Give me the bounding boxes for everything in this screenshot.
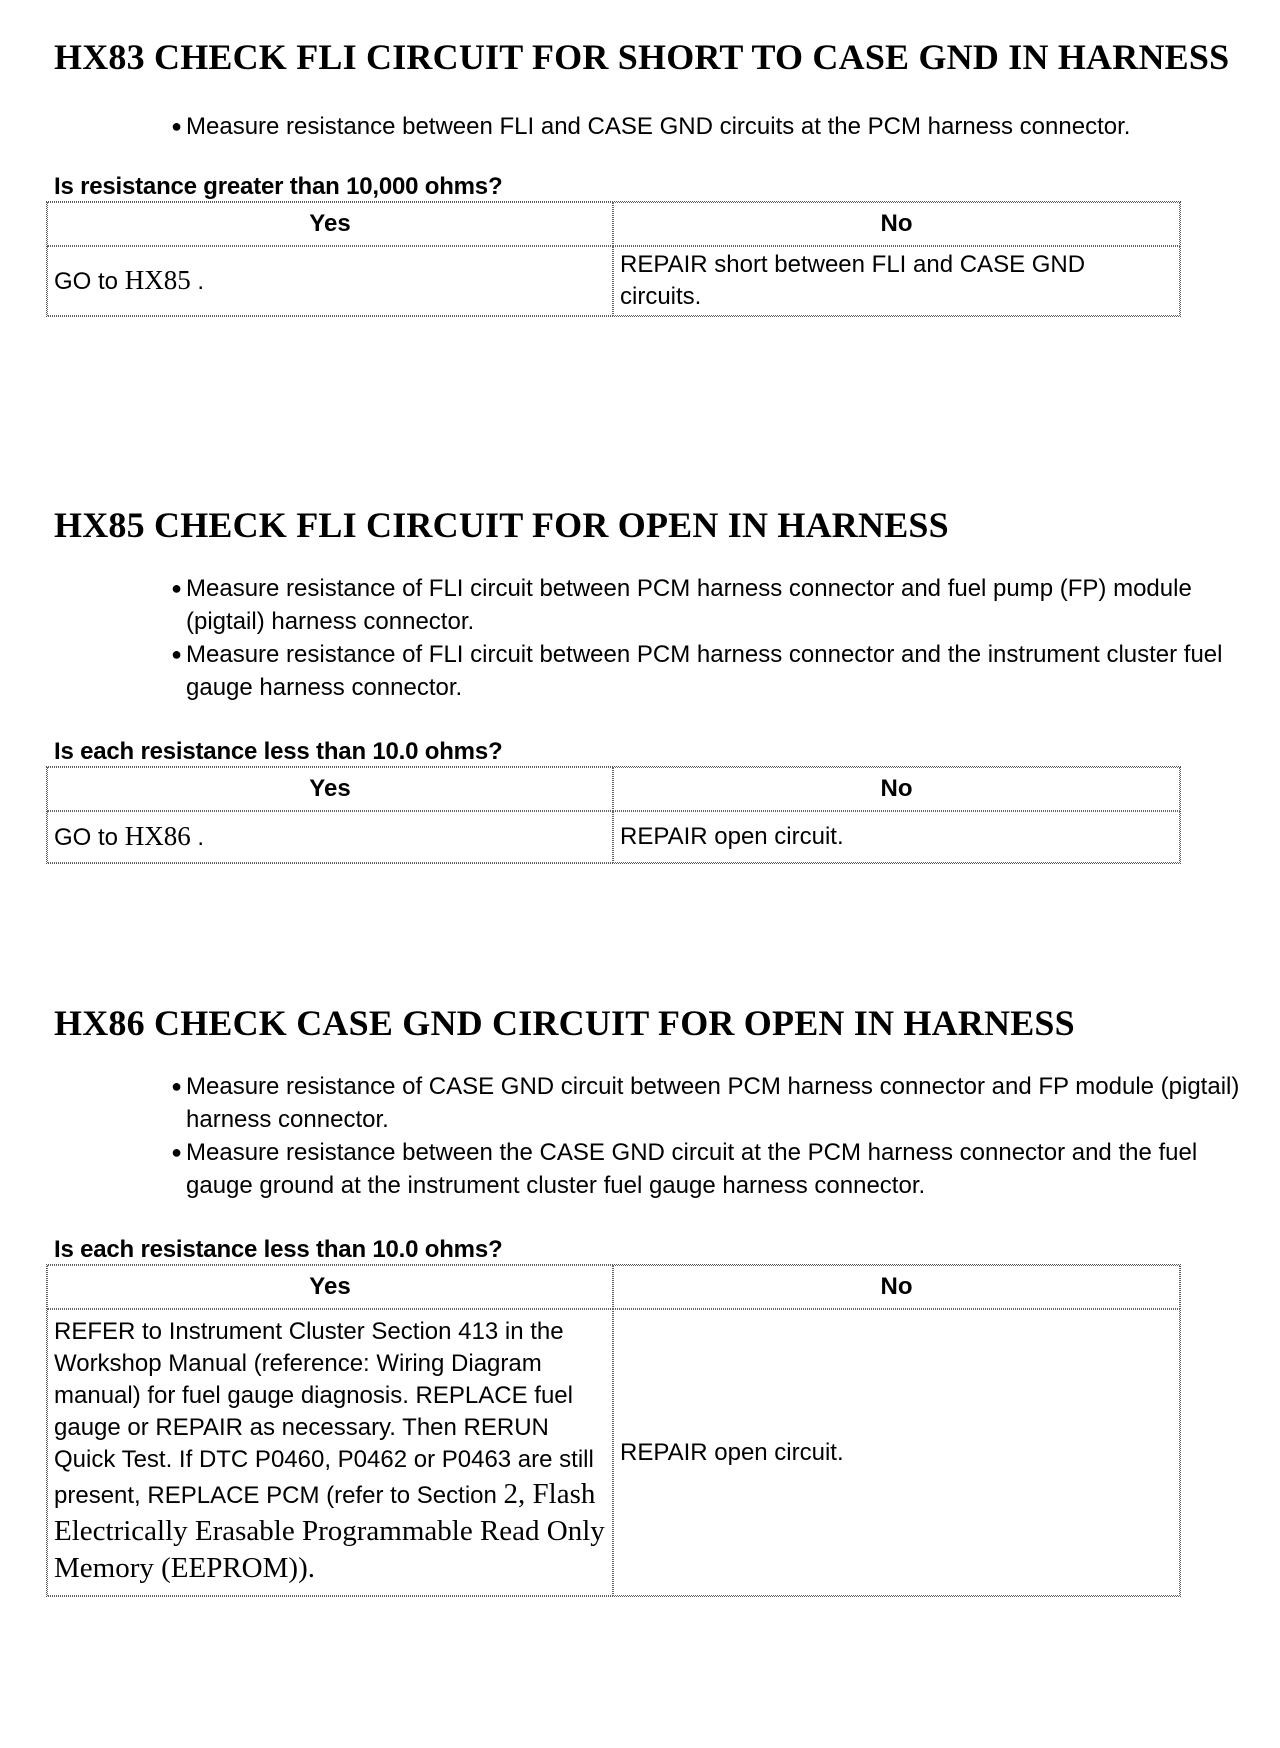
no-header: No <box>613 1265 1180 1309</box>
yes-header: Yes <box>47 1265 613 1309</box>
section-hx86 <box>54 1000 1254 1597</box>
link-hx85[interactable]: HX85 <box>124 265 191 295</box>
table-row <box>47 246 1180 316</box>
go-to-period: . <box>197 824 205 851</box>
answer-table <box>46 766 1181 864</box>
step-text: Measure resistance between FLI and CASE GND circuits at the PCM harness connector. <box>186 113 1131 140</box>
bullet-dot-icon: ● <box>171 644 182 664</box>
go-to-text: GO to <box>54 824 119 851</box>
go-to-period: . <box>197 268 205 295</box>
step-text: Measure resistance of CASE GND circuit between PCM harness connector and FP module (pigtail) harness connector. <box>186 1073 1240 1133</box>
bullet-dot-icon: ● <box>171 116 182 136</box>
step-list <box>154 1070 1244 1202</box>
table-row <box>47 1309 1180 1596</box>
step-text: Measure resistance between the CASE GND circuit at the PCM harness connector and the fuel gauge ground at the instrument cluster fuel gauge harness connector. <box>186 1139 1198 1199</box>
step-item <box>154 110 1254 143</box>
step-list <box>154 110 1254 143</box>
step-item <box>154 638 1224 704</box>
link-hx86[interactable]: HX86 <box>124 821 191 851</box>
section-hx83 <box>54 34 1254 317</box>
section-hx85 <box>54 502 1254 864</box>
step-item <box>154 1070 1244 1136</box>
step-item <box>154 1136 1244 1202</box>
section-heading: HX83 CHECK FLI CIRCUIT FOR SHORT TO CASE GND IN HARNESS <box>54 37 1230 77</box>
bullet-dot-icon: ● <box>171 1142 182 1162</box>
bullet-dot-icon: ● <box>171 1076 182 1096</box>
question-text: Is each resistance less than 10.0 ohms? <box>54 738 503 765</box>
step-text: Measure resistance of FLI circuit between PCM harness connector and the instrument cluster fuel gauge harness connector. <box>186 641 1223 701</box>
no-header: No <box>613 202 1180 246</box>
question-text: Is each resistance less than 10.0 ohms? <box>54 1236 503 1263</box>
section-heading: HX86 CHECK CASE GND CIRCUIT FOR OPEN IN HARNESS <box>54 1003 1075 1043</box>
step-text: Measure resistance of FLI circuit between PCM harness connector and fuel pump (FP) module (pigtail) harness connector. <box>186 575 1192 635</box>
answer-table <box>46 201 1181 317</box>
no-cell: REPAIR open circuit. <box>613 811 1180 863</box>
question-text: Is resistance greater than 10,000 ohms? <box>54 173 503 200</box>
answer-table <box>46 1264 1181 1597</box>
go-to-text: GO to <box>54 268 119 295</box>
section-heading: HX85 CHECK FLI CIRCUIT FOR OPEN IN HARNESS <box>54 505 949 545</box>
step-list <box>154 572 1224 704</box>
no-header: No <box>613 767 1180 811</box>
table-header-row <box>47 202 1180 246</box>
no-cell: REPAIR open circuit. <box>613 1309 1180 1596</box>
yes-text: REFER to Instrument Cluster Section 413 in the Workshop Manual (reference: Wiring Diagram manual) for fuel gauge diagnosis. REPLACE fuel gauge or REPAIR as necessary. Then RERUN Quick Test. If DTC P0460, P0462 or P0463 are still present, REPLACE PCM (refer to Section <box>54 1318 594 1509</box>
yes-header: Yes <box>47 202 613 246</box>
bullet-dot-icon: ● <box>171 578 182 598</box>
yes-text-serif: 2, Flash Electrically Erasable Programmable Read Only Memory (EEPROM)). <box>54 1478 605 1584</box>
table-header-row <box>47 1265 1180 1309</box>
table-row <box>47 811 1180 863</box>
yes-cell <box>47 246 613 316</box>
no-cell: REPAIR short between FLI and CASE GND circuits. <box>613 246 1180 316</box>
yes-cell <box>47 1309 613 1596</box>
yes-header: Yes <box>47 767 613 811</box>
step-item <box>154 572 1224 638</box>
yes-cell <box>47 811 613 863</box>
table-header-row <box>47 767 1180 811</box>
